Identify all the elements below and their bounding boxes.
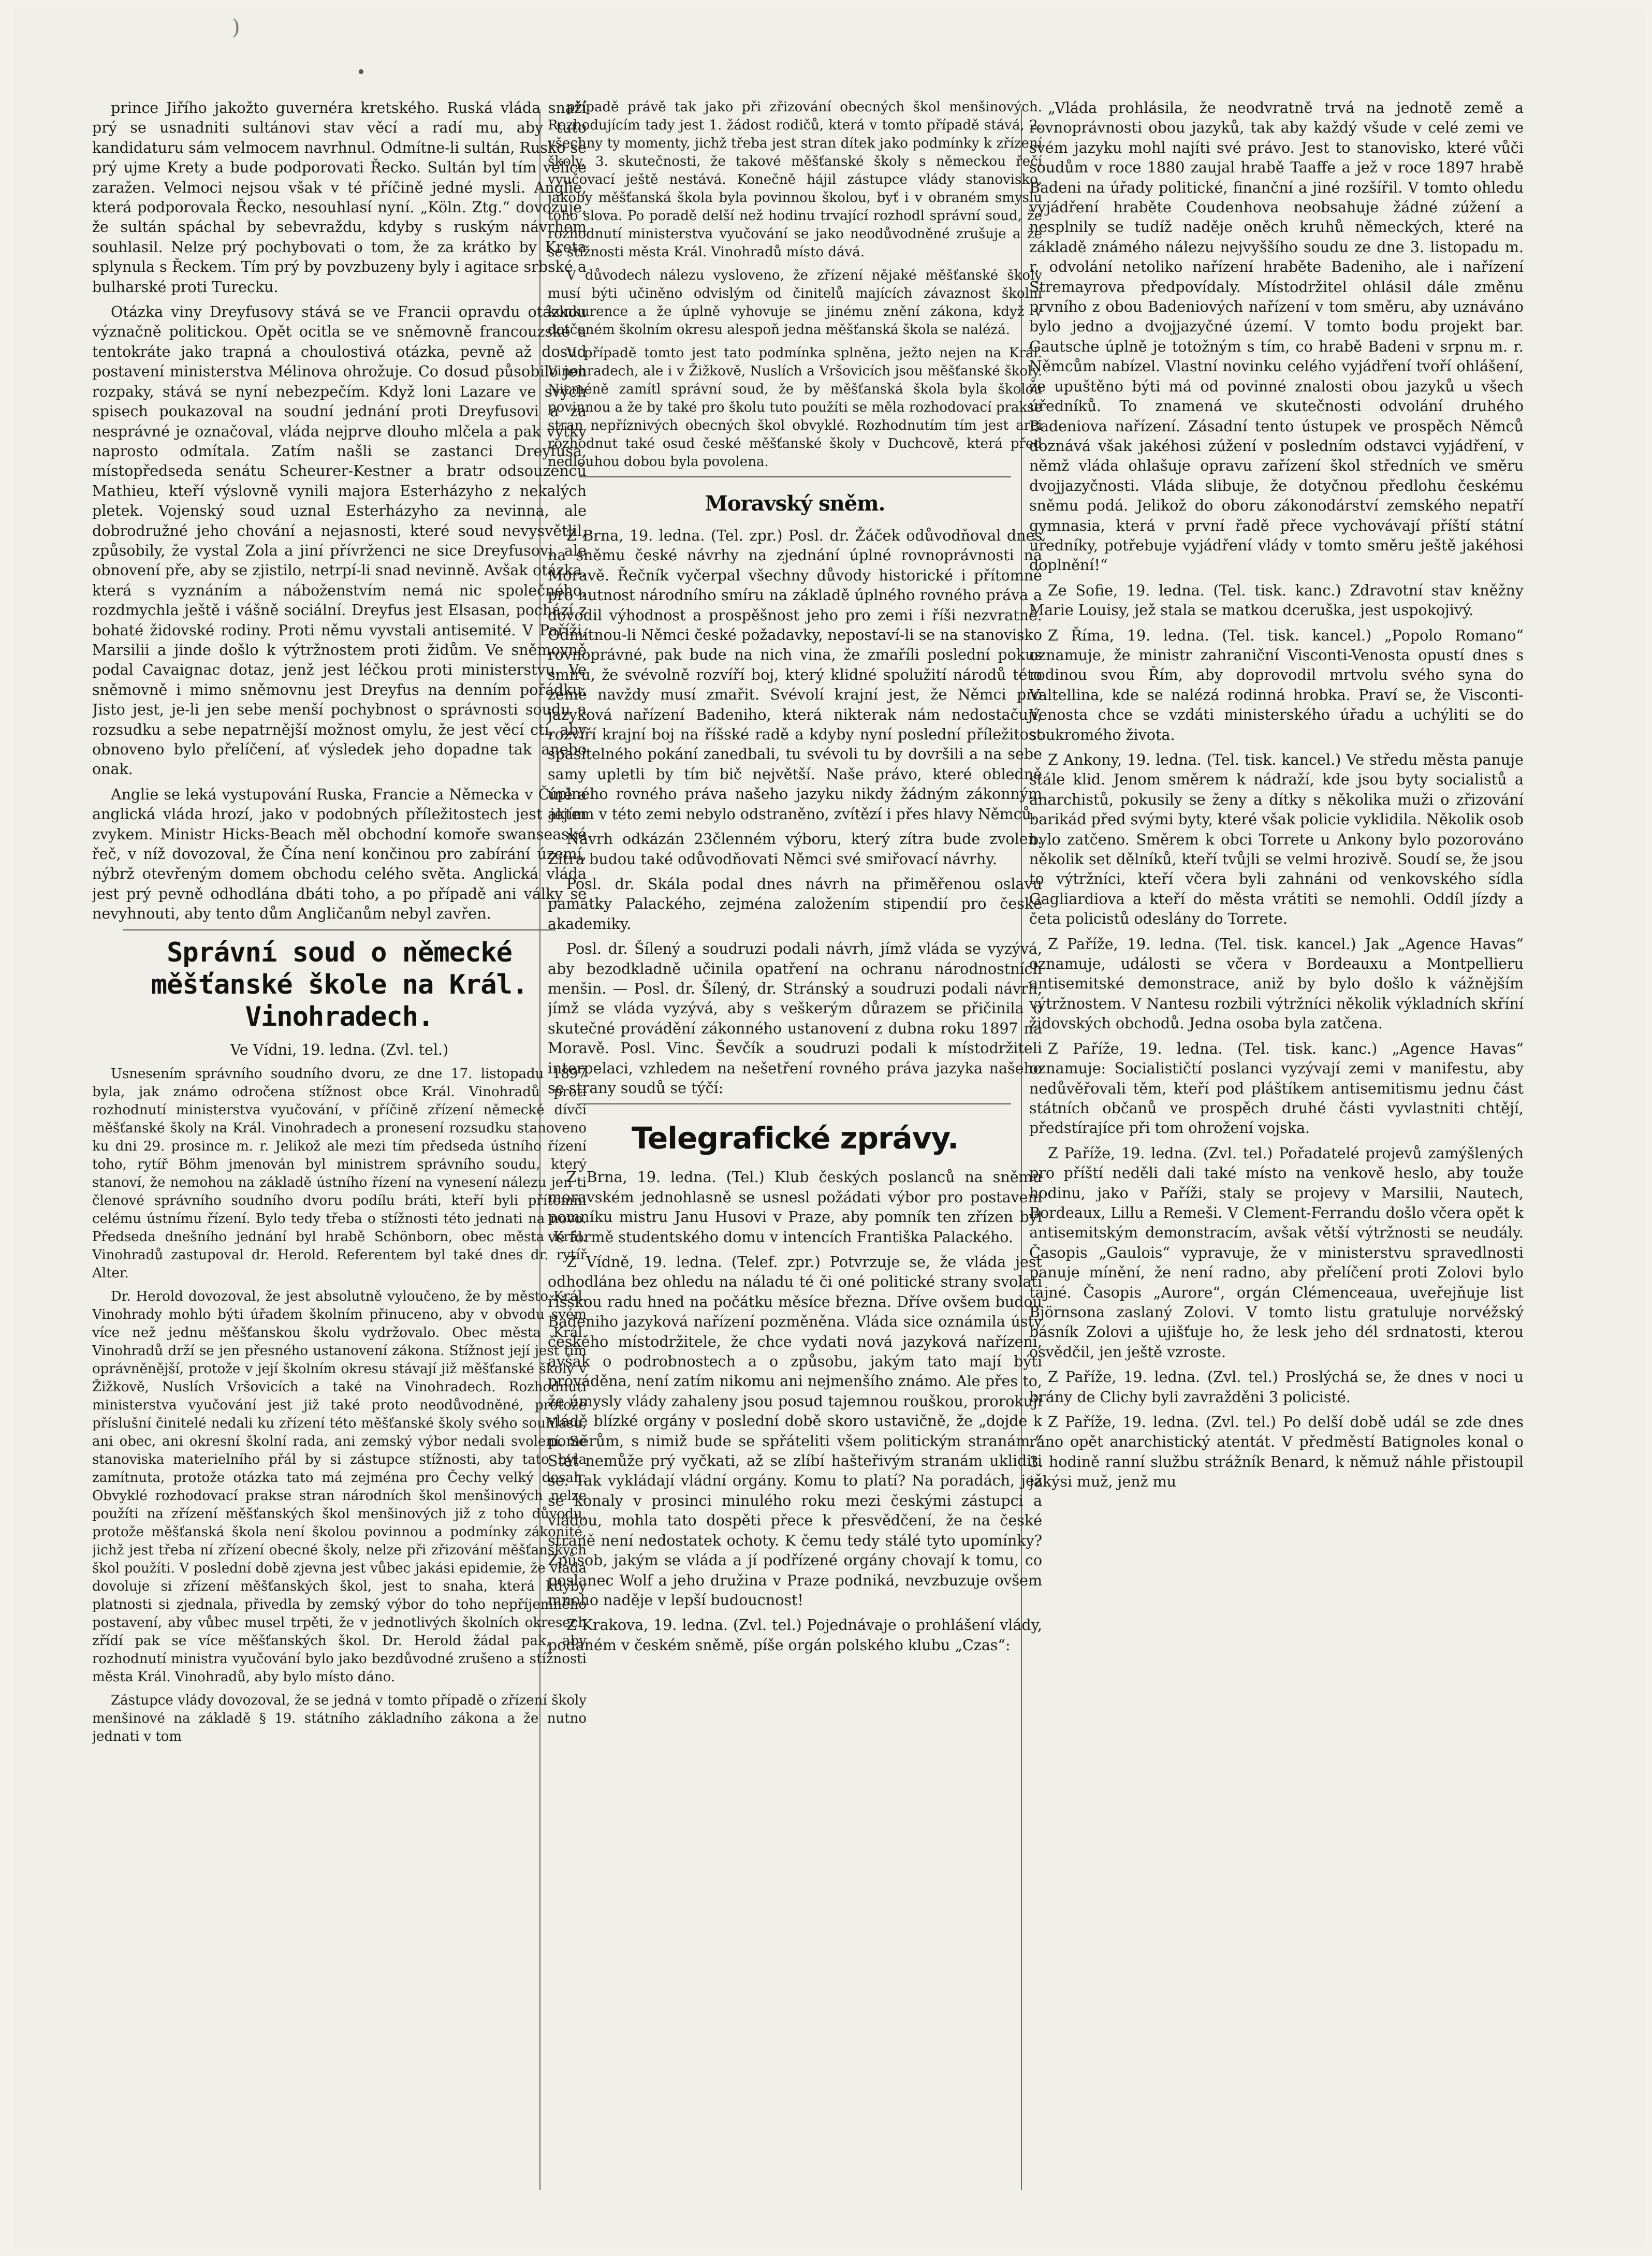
article-moravian-paragraph-4: Posl. dr. Šílený a soudruzi podali návrh, jímž vláda se vyzývá, aby bezodkladně učinila opatření na ochranu národnostních menšin. — Posl. dr. Šílený, dr. Stránský a soudruzi podali návrh, jímž se vláda vyzývá, aby s veškerým důrazem se přičinila o skutečné provádění zákonného ustanovení z dubna roku 1897 na Moravě. Posl. Vinc. Ševčík a soudruzi podali k místodržiteli interpelaci, vzhledem na nešetření rovného práva jazyka našeho se strany soudů se týčí: [548, 940, 1042, 1097]
article-moravian-paragraph-1: Z Brna, 19. ledna. (Tel. zpr.) Posl. dr. Žáček odůvodňoval dnes na sněmu české návrhy na zjednání úplné rovnoprávnosti na Moravě. Řečník vyčerpal všechny důvody historické i přítomné pro nutnost národního smíru na základě úplného rovného práva a dovodil výhodnost a prospěšnost jeho pro zemi i říši nezvratně. Odmítnou-li Němci české požadavky, nepostaví-li se na stanovisko rovnoprávné, pak bude na nich vina, že zmaříli poslední pokus smíru, že svévolně rozvíří boj, který klidné spolužití národů této země navždy musí zmařit. Svévolí krajní jest, že Němci pro jazyková nařízení Badeniho, která nikterak nám nedostačují, rozvíří krajní boj na říšské radě a kdyby nyní poslední příležitost spasitelného pokání zanedbali, tu svévoli tu by dovršili a na sebe samy upletli by tím bič největší. Naše právo, které obledně úplného rovného práva našeho jazyku nikdy žádným zákonným aktem v této zemi nebylo odstraněno, zvítězí i přes hlavy Němců. [548, 527, 1042, 823]
divider [579, 1103, 1011, 1104]
article-school-conclusion: V případě tomto jest tato podmínka splněna, ježto nejen na Král. Vinohradech, ale i v Žižkově, Nuslích a Vršovicích jsou měšťanské školy. Nicméně zamítl správní soud, že by měšťanská škola byla školou povinnou a že by také pro školu tuto použíti se měla rozhodovací prakse stran nepříznivých obecných škol obvyklé. Rozhodnutím tím jest arci rozhodnut také osud české měšťanské školy v Duchcově, která před nedlouhou dobou byla povolena. [548, 345, 1042, 470]
column-2 [548, 98, 1042, 2185]
telegram-paris-5: Z Paříže, 19. ledna. (Zvl. tel.) Po delší době udál se zde dnes ráno opět anarchistický atentát. V předměstí Batignoles konal o 3. hodině ranní službu strážník Benard, k němuž náhle přistoupil jakýsi muž, jenž mu [1029, 1414, 1524, 1491]
telegram-krakow-quote: „Vláda prohlásila, že neodvratně trvá na jednotě země a rovnoprávnosti obou jazyků, tak aby každý všude v celé zemi ve svém jazyku mohl najíti své právo. Jest to stanovisko, které vůči soudům v roce 1880 zaujal hrabě Taaffe a jež v roce 1897 hrabě Badeni na úřady politické, finanční a jiné rozšířil. V tomto ohledu vyjádření hraběte Coudenhova neobsahuje žádné zúžení a nesplnily se tudíž naděje oněch kruhů německých, které na základě známého nálezu nejvyššího soudu ze dne 3. listopadu m. r. odvolání netoliko nařízení hraběte Badeniho, ale i nařízení Stremayrova předpovídaly. Místodržitel ohlásil dále změnu prvního z obou Badeniových nařízení v tom směru, aby uznáváno bylo jedno a dvojjazyčné území. V tomto bodu projekt bar. Gautsche úplně je totožným s tím, co hrabě Badeni v srpnu m. r. Němcům nabízel. Vlastní novinku celého vyjádření tvoří ohlášení, že upuštěno býti má od povinné znalosti obou jazyků u všech úředníků. To znamená ve skutečnosti odvolání druhého Badeniova nařízení. Zásadní tento ústupek ve prospěch Němců doznává však jakéhosi zúžení v posledním odstavci vyjádření, v němž vláda ohlašuje opravu zařízení škol středních ve směru dvojjazyčnosti. Vláda slibuje, že dotyčnou předlohu českému sněmu podá. Jelikož do oboru zákonodárství zemského nepatří gymnasia, která v první řadě přece vychovávají příští státní úředníky, potřebuje vyjádření vlády v tomto směru ještě jakéhosi doplnění!“ [1029, 99, 1524, 574]
article-moravian-paragraph-3: Posl. dr. Skála podal dnes návrh na přiměřenou oslavu památky Palackého, zejména založením stipendií pro české akademiky. [548, 875, 1042, 933]
telegram-paris-1: Z Paříže, 19. ledna. (Tel. tisk. kancel.) Jak „Agence Havas“ oznamuje, události se včera v Bordeauxu a Montpellieru antisemitské demonstrace, aniž by bylo došlo k vážnějším výtržnostem. V Nantesu rozbili výtržníci několik výkladních skříní židovských obchodů. Jedna osoba byla zatčena. [1029, 935, 1524, 1032]
divider [579, 476, 1011, 477]
section-title-telegrams: Telegrafické zprávy. [631, 1120, 959, 1156]
article-byline: Ve Vídni, 19. ledna. (Zvl. tel.) [230, 1041, 449, 1058]
column-1 [92, 98, 587, 2185]
telegram-rome: Z Říma, 19. ledna. (Tel. tisk. kancel.) „Popolo Romano“ oznamuje, že ministr zahraniční Visconti-Venosta opustí dnes s rodinou svou Řím, aby doprovodil mrtvolu svého syna do Valtellina, kde se nalézá rodinná hrobka. Praví se, že Visconti-Venosta chce se vzdáti ministerského úřadu a uchýliti se do soukromého života. [1029, 627, 1524, 744]
article-school-continued: případě právě tak jako při zřizování obecných škol menšinových. Rozhodujícím tady jest 1. žádost rodičů, která v tomto případě stává, 2. všechny ty momenty, jichž třeba jest stran dítek jako podmínky k zřízení školy, 3. skutečnosti, že takové měšťanské školy s německou řečí vyučovací ještě nestává. Konečně hájil zástupce vlády stanovisko, jakoby měšťanská škola byla povinnou školou, byť i v obraném smyslu toho slova. Po poradě delší než hodinu trvající rozhodl správní soud, že rozhodnutí ministerstva vyučování se jako neodůvodněné zrušuje a že se stížnosti města Král. Vinohradů místo dává. [548, 99, 1042, 260]
telegram-krakow: Z Krakova, 19. ledna. (Zvl. tel.) Pojednávaje o prohlášení vlády, podaném v českém sněmě, píše orgán polského klubu „Czas“: [548, 1617, 1042, 1654]
article-dreyfus-paragraph: Otázka viny Dreyfusovy stává se ve Francii opravdu otázkou význačně politickou. Opět ocitla se ve sněmovně francouzské a tentokráte jako trapná a choulostivá otázka, pevně až dosud postavení ministerstva Mélinova ohrožuje. Co dosud působilo jen rozpaky, stává se nyní nebezpečím. Když loni Lazare ve svých spisech poukazoval na soudní jednání proti Dreyfusovi a za nesprávné je označoval, vláda nejprve dlouho mlčela a pak výtky naprosto odmítala. Zatím našli se zastanci Dreyfusa, místopředseda senátu Scheurer-Kestner a bratr odsouzenců Mathieu, kteří výslovně vynili majora Esterházyho z nekalých pletek. Vojenský soud uznal Esterházyho za nevinna, ale dobrodružné jeho chování a nejasnosti, které soud nevysvětlil, způsobily, že vystal Zola a jiní přívrženci ne sice Dreyfusovi, ale obnovení pře, aby se zjistilo, netrpí-li snad nevinně. Avšak otázka, která s vyznáním a náboženstvím nemá nic společného, rozdmychla ještě i vášně sociální. Dreyfus jest Elsasan, pochází z bohaté židovské rodiny. Proti němu vyvstali antisemité. V Paříži, Marsilii a jinde došlo k výtržnostem proti židům. Ve sněmovně podal Cavaignac dotaz, jenž jest léčkou proti ministerstvu. Ve sněmovně i mimo sněmovnu jest Dreyfus na denním pořádku. Jisto jest, je-li jen sebe menší pochybnost o správnosti soudu a rozsudku a sebe nepatrnější možnost omylu, že jest věcí ctí, aby obnoveno bylo přelíčení, ať výsledek jeho dopadne tak anebo onak. [92, 303, 587, 778]
article-school-paragraph-2: Dr. Herold dovozoval, že jest absolutně vyloučeno, že by město Král. Vinohrady mohlo býti úřadem školním přinuceno, aby v obvodu svém více než jednu měšťanskou školu vydržovalo. Obec města Král. Vinohradů drží se jen přesného ustanovení zákona. Stížnost její jest tím oprávněnější, protože v její školním okresu stávají již měšťanské školy v Žižkově, Nuslích Vršovicích a také na Vinohradech. Rozhodnutí ministerstva vyučování jest již také proto neodůvodněné, protože příslušní činitelé nedali ku zřízení této měšťanské školy svého souhlasu, ani obec, ani okresní školní rada, ani zemský výbor nedali svolení. Se stanoviska materielního přál by si zástupce stížnosti, aby tato byla zamítnuta, protože otázka tato má zejména pro Čechy velký dosah. Obvyklé rozhodovací prakse stran národních škol menšinových nelze použíti na zřízení měšťanských škol menšinových již z toho důvodu, protože měšťanská škola není školou povinnou a podmínky zákonité, jichž jest třeba ní zřízení obecné školy, nelze při zřizování měšťanských škol použíti. V poslední době zjevna jest vůbec jakási epidemie, že vláda dovoluje si zřízení měšťanských škol, jest to snaha, která kdyby platnosti si zjednala, přivedla by zemský výbor do toho nepříjemného postavení, aby vůbec musel trpěti, že v jednotlivých školních okresech zřídí pak se více měšťanských škol. Dr. Herold žádal pak, aby rozhodnutí ministra vyučování bylo jako bezdůvodné zrušeno a stížnosti města Král. Vinohradů, aby bylo místo dáno. [92, 1289, 587, 1685]
column-3 [1029, 98, 1524, 2185]
divider [123, 929, 555, 930]
article-school-paragraph-1: Usnesením správního soudního dvoru, ze dne 17. listopadu 1897 byla, jak známo odročena stížnost obce Král. Vinohradů proti rozhodnutí ministerstva vyučování, v příčině zřízení německé dívčí měšťanské školy na Král. Vinohradech a pronesení rozsudku stanoveno ku dni 29. prosince m. r. Jelikož ale mezi tím předseda ústního řízení toho, rytíř Böhm jmenován byl ministrem správního soudu, který stanoví, že nemohou na základě ústního řízení na vynesení nálezu jen ti členové správního soudního dvoru podílu bráti, kteří byli přítomni celému ústnímu řízení. Bylo tedy třeba o stížnosti této jednati na novo. Předseda dnešního jednání byl hrabě Schönborn, obec města Král. Vinohradů zastupoval dr. Herold. Referentem byl také dnes dr. rytíř Alter. [92, 1066, 587, 1282]
article-title-school-court: Správní soud o německé měšťanské škole na Král. Vinohradech. [151, 937, 528, 1032]
telegram-brno: Z Brna, 19. ledna. (Tel.) Klub českých poslanců na sněmu moravském jednohlasně se usnesl požádati výbor pro postavení pomníku mistru Janu Husovi v Praze, aby pomník ten zřízen byl ve formě studentského domu v intencích Františka Palackého. [548, 1169, 1042, 1246]
article-moravian-paragraph-2: Návrh odkázán 23členném výboru, který zítra bude zvolen. Zítra budou také odůvodňovati Němci své smiřovací návrhy. [548, 831, 1042, 868]
article-title-moravian-diet: Moravský sněm. [705, 491, 885, 516]
article-school-reasons: V důvodech nálezu vysloveno, že zřízení nějaké měšťanské školy musí býti učiněno odvislým od činitelů majících závaznost školní konkurence a že úplně vyhovuje se jinému znění zákona, když v dotčeném školním okresu alespoň jedna měšťanská škola se nalézá. [548, 268, 1042, 338]
telegram-sofia: Ze Sofie, 19. ledna. (Tel. tisk. kanc.) Zdravotní stav kněžny Marie Louisy, jež stala se matkou dceruška, jest uspokojivý. [1029, 581, 1524, 619]
article-england-paragraph: Anglie se leká vystupování Ruska, Francie a Německa v Číně a anglická vláda hrozí, jako v podobných příležitostech jest jejím zvykem. Ministr Hicks-Beach měl obchodní komoře swanseaské řeč, v níž dovozoval, že Čína není končinou pro zabírání území, nýbrž otevřeným domem obchodu celého světa. Anglická vláda jest prý pevně odhodlána dbáti toho, a po případě ani války se nevyhnouti, aby tento dům Angličanům nebyl zavřen. [92, 785, 587, 923]
telegram-paris-2: Z Paříže, 19. ledna. (Tel. tisk. kanc.) „Agence Havas“ oznamuje: Socialističtí poslanci vyzývají zemi v manifestu, aby nedůvěřovali těm, kteří pod pláštíkem antisemitismu jednu část státních občanů ve prospěch druhé části vyvlastniti chtějí, předstírajíce při tom ohrožení vojska. [1029, 1040, 1524, 1137]
page-header [14, 10, 1645, 88]
margin-mark: ) [232, 16, 240, 39]
article-crete-paragraph: prince Jiřího jakožto guvernéra kretského. Ruská vláda snaží prý se usnadniti sultánovi stav věcí a radí mu, aby tuto kandidaturu sám velmocem navrhnul. Odmítne-li sultán, Rusko se prý ujme Krety a bude podporovati Řecko. Sultán byl tím velice zaražen. Velmoci nejsou však v té příčině jedné mysli. Anglie, která podporovala Řecko, nesouhlasí nyní. „Köln. Ztg.“ dovozuje, že sultán spáchal by sebevraždu, kdyby s ruským návrhem souhlasil. Nelze prý pochybovati o tom, že za krátko by Kreta splynula s Řeckem. Tím prý by povzbuzeny byly i agitace srbské a bulharské proti Turecku. [92, 99, 587, 296]
article-school-paragraph-3: Zástupce vlády dovozoval, že se jedná v tomto případě o zřízení školy menšinové na základě § 19. státního základního zákona a že nutno jednati v tom [92, 1693, 587, 1745]
telegram-vienna: Z Vídně, 19. ledna. (Telef. zpr.) Potvrzuje se, že vláda jest odhodlána bez ohledu na náladu té či oné politické strany svolati říšskou radu hned na počátku měsíce března. Dříve ovšem budou Badeniho jazyková nařízení pozměněna. Vláda sice oznámila ústy českého místodržitele, že chce vydati nová jazyková nařízení, avšak o podrobnostech a o způsobu, jakým tato mají býti prováděna, není zatím nikomu ani nejmenšího známo. Ale přes to, že úmysly vlády zahaleny jsou posud tajemnou rouškou, prorokují vládě blízké orgány v poslední době skoro ustavičně, že „dojde k pomĕrům, s nimiž bude se spřáteliti všem politickým stranám.“ Stát nemůže prý vyčkati, až se zlíbí hašteřivým stranám ukliditi se. Tak vykládají vládní orgány. Komu to platí? Na poradách, jež se konaly v prosinci minulého roku mezi českými zástupci a vládou, mohla tato dospěti přece k přesvědčení, že na české straně není nedostatek ochoty. K čemu tedy stálé tyto upomínky? Způsob, jakým se vláda a jí podřízené orgány chovají k tomu, co poslanec Wolf a jeho družina v Praze podniká, nevzbuzuje ovšem mnoho naděje v lepší budoucnost! [548, 1254, 1042, 1609]
telegram-paris-3: Z Paříže, 19. ledna. (Zvl. tel.) Pořadatelé projevů zamýšlených pro příští neděli dali také místo na venkově heslo, aby touže hodinu, jako v Paříži, staly se projevy v Marsilii, Nautech, Bordeaux, Lillu a Remeši. V Clement-Ferrandu došlo včera opět k antisemitským demonstracím, avšak větší výtržnosti se neudály. Časopis „Gaulois“ vypravuje, že v ministerstvu spravedlnosti panuje mínění, že není radno, aby přelíčení proti Zolovi bylo tajné. Časopis „Aurore“, orgán Clémenceaua, uveřejňuje list Björnsona zaslaný Zolovi. V tomto listu gratuluje norvéžský básník Zolovi a ujišťuje ho, že lesk jeho dél srdnatosti, kterou osvědčil, jen ještě vzroste. [1029, 1144, 1524, 1361]
newspaper-page [14, 10, 1645, 2246]
telegram-paris-4: Z Paříže, 19. ledna. (Zvl. tel.) Proslýchá se, že dnes v noci u brány de Clichy byli zavražděni 3 policisté. [1029, 1369, 1524, 1406]
center-mark: • [356, 62, 366, 82]
telegram-ancona: Z Ankony, 19. ledna. (Tel. tisk. kancel.) Ve středu města panuje stále klid. Jenom směrem k nádraží, kde jsou byty socialistů a anarchistů, pokusily se ženy a dítky s několika muži o zřizování barikád před svými byty, které však policie vyklidila. Několik osob bylo zatčeno. Směrem k obci Torrete u Ankony bylo pozorováno několik set dělníků, kteří tvůjli se velmi hrozivě. Soudí se, že jsou to výtržníci, kteří včera byli zahnáni od venkovského sídla Gagliardiova a kteří do města vrátiti se nemohli. Oddíl jízdy a četa policistů odeslány do Torrete. [1029, 751, 1524, 928]
